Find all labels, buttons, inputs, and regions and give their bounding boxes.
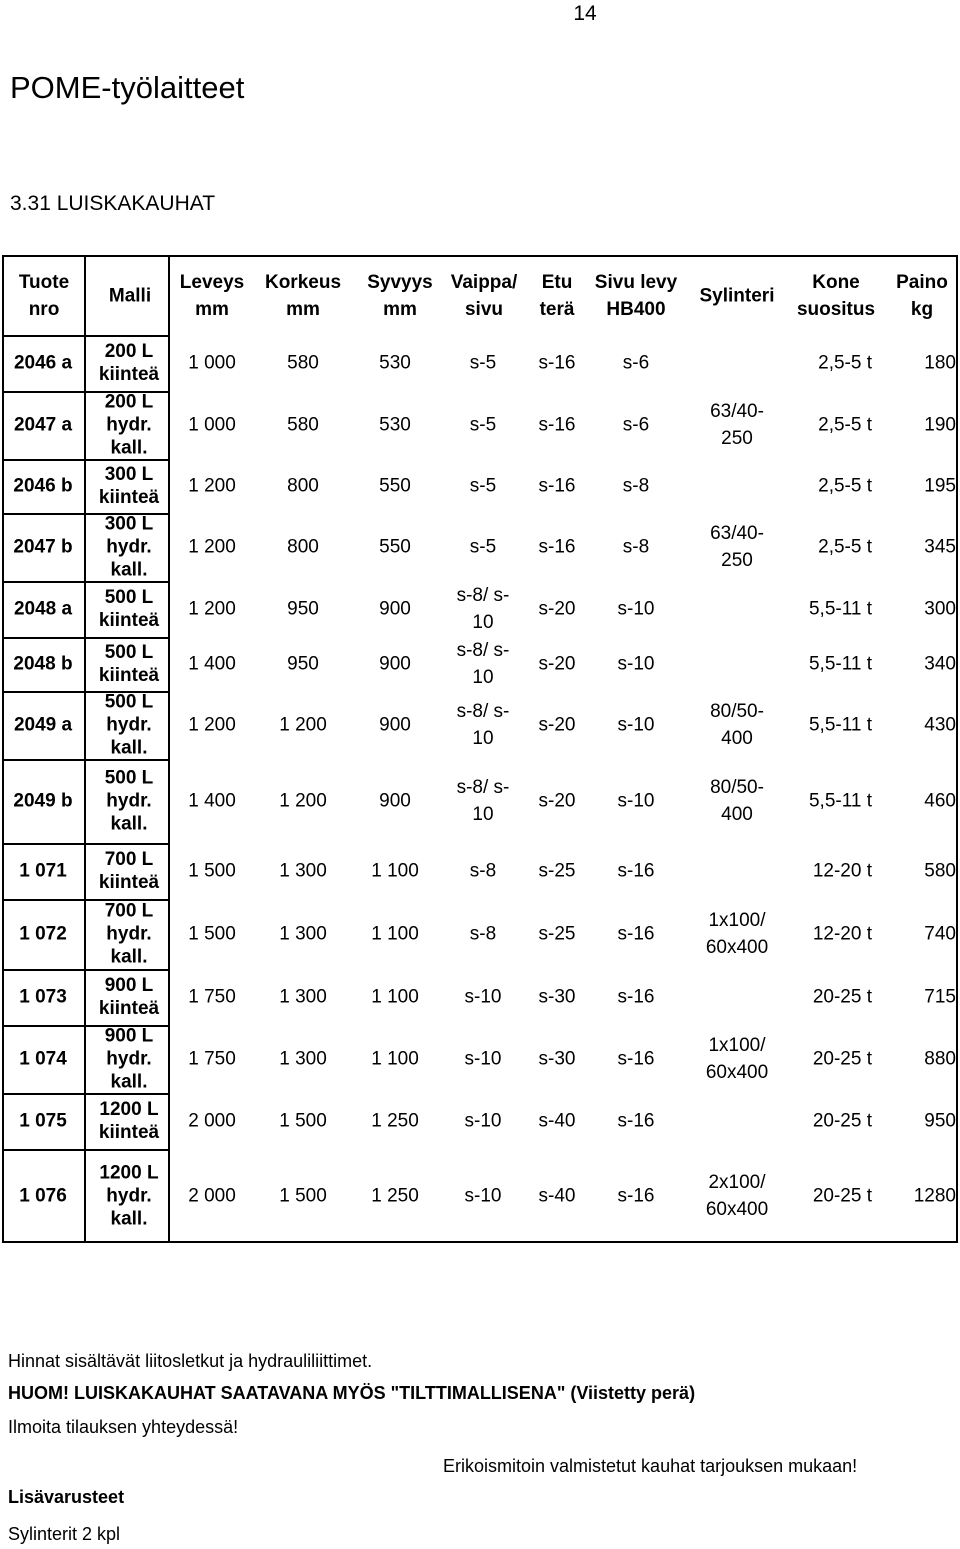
cell-sivu: s-16 [617, 923, 655, 945]
cell-vaippa-line: s-5 [469, 475, 497, 497]
cell-malli-line: hydr. [106, 714, 152, 736]
cell-vaippa-line: s-5 [469, 352, 497, 374]
cell-etu: s-16 [538, 475, 576, 497]
table-border [2, 1241, 958, 1243]
header-sivu-line: Sivu levy [594, 272, 678, 293]
cell-kone: 12-20 t [812, 860, 872, 882]
cell-malli-line: 200 L [104, 391, 154, 413]
table-border [956, 255, 958, 1243]
cell-sylinteri [710, 698, 764, 752]
cell-sylinteri-line: 1x100/ [708, 1035, 766, 1056]
cell-kone: 20-25 t [812, 1110, 872, 1132]
cell-vaippa-line: 10 [472, 667, 494, 688]
table-border [84, 1093, 170, 1095]
cell-vaippa [470, 350, 496, 377]
header-vaippa-line: Vaippa/ [450, 272, 518, 293]
cell-kone: 2,5-5 t [818, 414, 872, 436]
table-border [2, 391, 86, 393]
cell-malli [105, 513, 154, 582]
cell-sivu: s-16 [617, 860, 655, 882]
cell-nro: 2047 a [13, 414, 73, 436]
cell-kone: 20-25 t [812, 986, 872, 1008]
cell-sivu: s-16 [617, 1048, 655, 1070]
cell-sylinteri-line: 2x100/ [708, 1172, 766, 1193]
cell-paino: 340 [924, 653, 956, 675]
cell-sylinteri-line: 250 [721, 550, 753, 571]
cell-malli-line: kiinteä [98, 665, 160, 686]
cell-malli [99, 340, 159, 386]
cell-sylinteri [710, 398, 764, 452]
cell-sivu: s-10 [617, 653, 655, 675]
cell-sivu: s-10 [617, 714, 655, 736]
cell-syvyys: 1 100 [371, 860, 419, 882]
cell-kone: 5,5-11 t [808, 653, 872, 675]
cell-malli-line: 300 L [104, 464, 154, 485]
cell-sylinteri [706, 1169, 768, 1223]
cell-sylinteri-line: 63/40- [710, 401, 764, 422]
cell-etu: s-30 [538, 986, 576, 1008]
cell-sylinteri-line: 400 [721, 804, 753, 825]
cell-syvyys: 530 [379, 352, 411, 374]
cell-sylinteri [706, 1032, 768, 1086]
cell-etu: s-40 [538, 1110, 576, 1132]
cell-vaippa-line: s-8 [469, 923, 497, 945]
cell-kone: 20-25 t [812, 1185, 872, 1207]
cell-leveys: 1 200 [188, 714, 236, 736]
cell-malli-line: kall. [110, 437, 148, 459]
table-border [2, 637, 86, 639]
cell-nro: 2046 a [13, 352, 73, 374]
cell-malli-line: kiinteä [98, 872, 160, 893]
cell-syvyys: 900 [379, 653, 411, 675]
table-border [2, 969, 86, 971]
accessories-item: Sylinterit 2 kpl [8, 1524, 121, 1544]
cell-leveys: 1 000 [188, 352, 236, 374]
cell-etu: s-40 [538, 1185, 576, 1207]
table-border [2, 581, 86, 583]
cell-vaippa [470, 412, 496, 439]
cell-syvyys: 1 100 [371, 923, 419, 945]
cell-malli-line: kiinteä [98, 610, 160, 631]
cell-sivu: s-16 [617, 1185, 655, 1207]
cell-vaippa-line: s-8/ s- [456, 640, 510, 661]
cell-syvyys: 900 [379, 790, 411, 812]
cell-leveys: 1 200 [188, 536, 236, 558]
cell-paino: 880 [924, 1048, 956, 1070]
cell-leveys: 1 500 [188, 860, 236, 882]
cell-sivu: s-8 [622, 536, 650, 558]
cell-kone: 5,5-11 t [808, 598, 872, 620]
cell-etu: s-30 [538, 1048, 576, 1070]
cell-malli-line: kiinteä [98, 998, 160, 1019]
cell-sylinteri-line: 63/40- [710, 523, 764, 544]
cell-malli-line: kall. [110, 946, 148, 968]
cell-malli [99, 974, 159, 1020]
cell-nro: 1 075 [19, 1110, 67, 1132]
cell-sylinteri-line: 80/50- [710, 777, 764, 798]
cell-paino: 460 [924, 790, 956, 812]
special-dimensions-note: Erikoismitoin valmistetut kauhat tarjouksen mukaan! [443, 1456, 858, 1476]
header-sylinteri-line: Sylinteri [699, 285, 775, 307]
header-sivu [595, 269, 677, 323]
header-leveys-line: mm [195, 299, 229, 320]
cell-malli [105, 1025, 154, 1094]
header-leveys [180, 269, 244, 323]
cell-malli-line: 200 L [104, 341, 154, 362]
cell-sivu: s-10 [617, 790, 655, 812]
cell-kone: 2,5-5 t [818, 352, 872, 374]
cell-korkeus: 580 [287, 414, 319, 436]
cell-sivu: s-10 [617, 598, 655, 620]
cell-vaippa [470, 858, 496, 885]
table-border [2, 691, 86, 693]
cell-paino: 715 [924, 986, 956, 1008]
huom-note: HUOM! LUISKAKAUHAT SAATAVANA MYÖS "TILTTIMALLISENA" (Viistetty perä) [8, 1383, 696, 1403]
cell-malli-line: 1200 L [99, 1099, 159, 1120]
cell-sivu: s-16 [617, 986, 655, 1008]
cell-vaippa [465, 1046, 502, 1073]
table-border [84, 581, 170, 583]
cell-malli-line: kall. [110, 813, 148, 835]
cell-paino: 195 [924, 475, 956, 497]
table-border [2, 1149, 86, 1151]
cell-malli-line: hydr. [106, 1048, 152, 1070]
cell-etu: s-25 [538, 860, 576, 882]
cell-korkeus: 1 200 [279, 714, 327, 736]
header-vaippa [451, 269, 518, 323]
table-border [84, 1149, 170, 1151]
cell-leveys: 1 200 [188, 598, 236, 620]
product-table [2, 255, 958, 1341]
header-kone-line: Kone [812, 272, 860, 293]
cell-paino: 300 [924, 598, 956, 620]
cell-malli [99, 1098, 159, 1144]
table-border [2, 1093, 86, 1095]
cell-korkeus: 1 300 [279, 986, 327, 1008]
cell-paino: 190 [924, 414, 956, 436]
header-korkeus [265, 269, 341, 323]
cell-kone: 2,5-5 t [818, 536, 872, 558]
cell-korkeus: 1 200 [279, 790, 327, 812]
cell-vaippa [457, 582, 510, 636]
page-title: POME-työlaitteet [10, 70, 245, 105]
cell-malli-line: 500 L [104, 587, 154, 608]
cell-leveys: 1 750 [188, 986, 236, 1008]
cell-kone: 20-25 t [812, 1048, 872, 1070]
header-korkeus-line: Korkeus [264, 272, 342, 293]
cell-syvyys: 530 [379, 414, 411, 436]
cell-korkeus: 1 500 [279, 1185, 327, 1207]
cell-vaippa [465, 1108, 502, 1135]
header-etu-line: terä [539, 299, 575, 320]
cell-korkeus: 950 [287, 653, 319, 675]
table-border [84, 843, 170, 845]
cell-nro: 2048 b [13, 653, 73, 675]
cell-malli-line: kall. [110, 559, 148, 581]
table-border [2, 513, 86, 515]
cell-leveys: 2 000 [188, 1110, 236, 1132]
header-malli-line: Malli [108, 285, 152, 307]
cell-etu: s-16 [538, 536, 576, 558]
cell-korkeus: 580 [287, 352, 319, 374]
cell-vaippa-line: s-8/ s- [456, 585, 510, 606]
accessories-heading: Lisävarusteet [8, 1487, 125, 1507]
header-malli [109, 283, 151, 310]
cell-nro: 1 071 [19, 860, 67, 882]
cell-sivu: s-6 [622, 352, 650, 374]
order-note: Ilmoita tilauksen yhteydessä! [8, 1417, 239, 1437]
cell-etu: s-20 [538, 714, 576, 736]
cell-malli-line: kiinteä [98, 364, 160, 385]
table-border [84, 335, 170, 337]
cell-syvyys: 1 250 [371, 1185, 419, 1207]
table-border [84, 759, 170, 761]
cell-sylinteri-line: 60x400 [705, 1062, 769, 1083]
table-border [2, 759, 86, 761]
cell-malli-line: hydr. [106, 536, 152, 558]
cell-malli-line: hydr. [106, 414, 152, 436]
cell-sylinteri-line: 250 [721, 428, 753, 449]
table-border [2, 899, 86, 901]
cell-leveys: 1 750 [188, 1048, 236, 1070]
header-leveys-line: Leveys [179, 272, 245, 293]
cell-vaippa-line: s-8/ s- [456, 701, 510, 722]
cell-syvyys: 900 [379, 714, 411, 736]
cell-korkeus: 1 500 [279, 1110, 327, 1132]
cell-leveys: 2 000 [188, 1185, 236, 1207]
cell-sivu: s-16 [617, 1110, 655, 1132]
cell-paino: 580 [924, 860, 956, 882]
header-kone-line: suositus [796, 299, 876, 320]
cell-syvyys: 550 [379, 475, 411, 497]
cell-malli [105, 391, 154, 460]
cell-sivu: s-8 [622, 475, 650, 497]
cell-vaippa [470, 534, 496, 561]
cell-korkeus: 800 [287, 475, 319, 497]
cell-malli [99, 641, 159, 687]
cell-paino: 345 [924, 536, 956, 558]
cell-paino: 180 [924, 352, 956, 374]
header-syvyys [367, 269, 433, 323]
cell-etu: s-20 [538, 653, 576, 675]
cell-nro: 2049 a [13, 714, 73, 736]
header-paino-line: kg [910, 299, 934, 320]
cell-sylinteri [710, 520, 764, 574]
cell-korkeus: 1 300 [279, 860, 327, 882]
cell-malli-line: 500 L [104, 642, 154, 663]
cell-nro: 2047 b [13, 536, 73, 558]
cell-vaippa-line: s-8/ s- [456, 777, 510, 798]
cell-vaippa [465, 984, 502, 1011]
cell-vaippa [470, 921, 496, 948]
cell-vaippa [457, 698, 510, 752]
cell-nro: 2049 b [13, 790, 73, 812]
header-nro-line: nro [28, 299, 60, 320]
header-nro-line: Tuote [18, 272, 70, 293]
cell-vaippa [465, 1183, 502, 1210]
header-paino-line: Paino [896, 272, 948, 293]
cell-vaippa [470, 473, 496, 500]
cell-sylinteri-line: 60x400 [705, 937, 769, 958]
cell-malli-line: 500 L [104, 767, 154, 789]
header-kone [797, 269, 875, 323]
cell-etu: s-25 [538, 923, 576, 945]
cell-leveys: 1 200 [188, 475, 236, 497]
section-heading: 3.31 LUISKAKAUHAT [10, 192, 216, 215]
cell-malli-line: 900 L [104, 975, 154, 996]
cell-malli-line: 900 L [104, 1025, 154, 1047]
cell-sylinteri [710, 774, 764, 828]
cell-malli-line: hydr. [106, 1185, 152, 1207]
cell-paino: 430 [924, 714, 956, 736]
cell-nro: 1 074 [19, 1048, 67, 1070]
cell-vaippa-line: 10 [472, 804, 494, 825]
cell-syvyys: 1 250 [371, 1110, 419, 1132]
cell-kone: 5,5-11 t [808, 714, 872, 736]
cell-malli [99, 463, 159, 509]
cell-nro: 1 072 [19, 923, 67, 945]
cell-korkeus: 1 300 [279, 923, 327, 945]
header-syvyys-line: Syvyys [367, 272, 433, 293]
table-border [84, 637, 170, 639]
cell-leveys: 1 500 [188, 923, 236, 945]
cell-syvyys: 550 [379, 536, 411, 558]
cell-vaippa-line: s-5 [469, 536, 497, 558]
cell-sylinteri-line: 80/50- [710, 701, 764, 722]
cell-syvyys: 1 100 [371, 986, 419, 1008]
table-border [2, 843, 86, 845]
cell-vaippa [457, 774, 510, 828]
cell-etu: s-20 [538, 790, 576, 812]
table-border [84, 969, 170, 971]
cell-malli [99, 1162, 158, 1231]
cell-vaippa-line: s-5 [469, 414, 497, 436]
cell-kone: 12-20 t [812, 923, 872, 945]
cell-malli-line: hydr. [106, 790, 152, 812]
table-border [2, 255, 958, 257]
cell-leveys: 1 400 [188, 653, 236, 675]
cell-malli [99, 848, 159, 894]
cell-kone: 5,5-11 t [808, 790, 872, 812]
cell-malli-line: 500 L [104, 691, 154, 713]
cell-sylinteri [706, 907, 768, 961]
cell-vaippa [457, 637, 510, 691]
table-border [2, 335, 86, 337]
cell-etu: s-16 [538, 352, 576, 374]
cell-paino: 1280 [913, 1185, 956, 1207]
cell-malli-line: kall. [110, 737, 148, 759]
cell-malli-line: 700 L [104, 900, 154, 922]
header-nro [19, 269, 69, 323]
cell-leveys: 1 400 [188, 790, 236, 812]
cell-malli-line: hydr. [106, 923, 152, 945]
header-paino [896, 269, 948, 323]
cell-malli [99, 586, 159, 632]
table-border [2, 459, 86, 461]
hinnat-note: Hinnat sisältävät liitosletkut ja hydrauliliittimet. [8, 1351, 373, 1371]
cell-sylinteri-line: 1x100/ [708, 910, 766, 931]
cell-malli-line: 700 L [104, 849, 154, 870]
cell-vaippa-line: 10 [472, 612, 494, 633]
cell-malli-line: kall. [110, 1208, 148, 1230]
table-border [84, 459, 170, 461]
cell-sivu: s-6 [622, 414, 650, 436]
cell-vaippa-line: s-10 [464, 1185, 502, 1207]
cell-kone: 2,5-5 t [818, 475, 872, 497]
cell-korkeus: 950 [287, 598, 319, 620]
cell-leveys: 1 000 [188, 414, 236, 436]
header-syvyys-line: mm [383, 299, 417, 320]
cell-sylinteri-line: 400 [721, 728, 753, 749]
header-etu-line: Etu [541, 272, 573, 293]
header-sivu-line: HB400 [606, 299, 666, 320]
cell-nro: 2048 a [13, 598, 73, 620]
cell-korkeus: 800 [287, 536, 319, 558]
cell-paino: 740 [924, 923, 956, 945]
header-etu [540, 269, 575, 323]
cell-nro: 1 073 [19, 986, 67, 1008]
header-korkeus-line: mm [286, 299, 320, 320]
cell-malli-line: 1200 L [99, 1162, 159, 1184]
cell-paino: 950 [924, 1110, 956, 1132]
header-sylinteri [700, 283, 775, 310]
cell-sylinteri-line: 60x400 [705, 1199, 769, 1220]
cell-malli-line: 300 L [104, 513, 154, 535]
cell-syvyys: 1 100 [371, 1048, 419, 1070]
cell-malli-line: kall. [110, 1071, 148, 1093]
cell-malli [105, 691, 154, 760]
cell-nro: 1 076 [19, 1185, 67, 1207]
cell-syvyys: 900 [379, 598, 411, 620]
cell-malli-line: kiinteä [98, 487, 160, 508]
cell-vaippa-line: s-8 [469, 860, 497, 882]
cell-vaippa-line: s-10 [464, 986, 502, 1008]
cell-nro: 2046 b [13, 475, 73, 497]
cell-malli [105, 767, 154, 836]
cell-korkeus: 1 300 [279, 1048, 327, 1070]
page-number: 14 [573, 2, 597, 25]
cell-vaippa-line: s-10 [464, 1048, 502, 1070]
cell-vaippa-line: s-10 [464, 1110, 502, 1132]
header-vaippa-line: sivu [464, 299, 504, 320]
cell-vaippa-line: 10 [472, 728, 494, 749]
cell-etu: s-20 [538, 598, 576, 620]
cell-malli [105, 900, 154, 969]
table-border [2, 1025, 86, 1027]
cell-malli-line: kiinteä [98, 1122, 160, 1143]
cell-etu: s-16 [538, 414, 576, 436]
